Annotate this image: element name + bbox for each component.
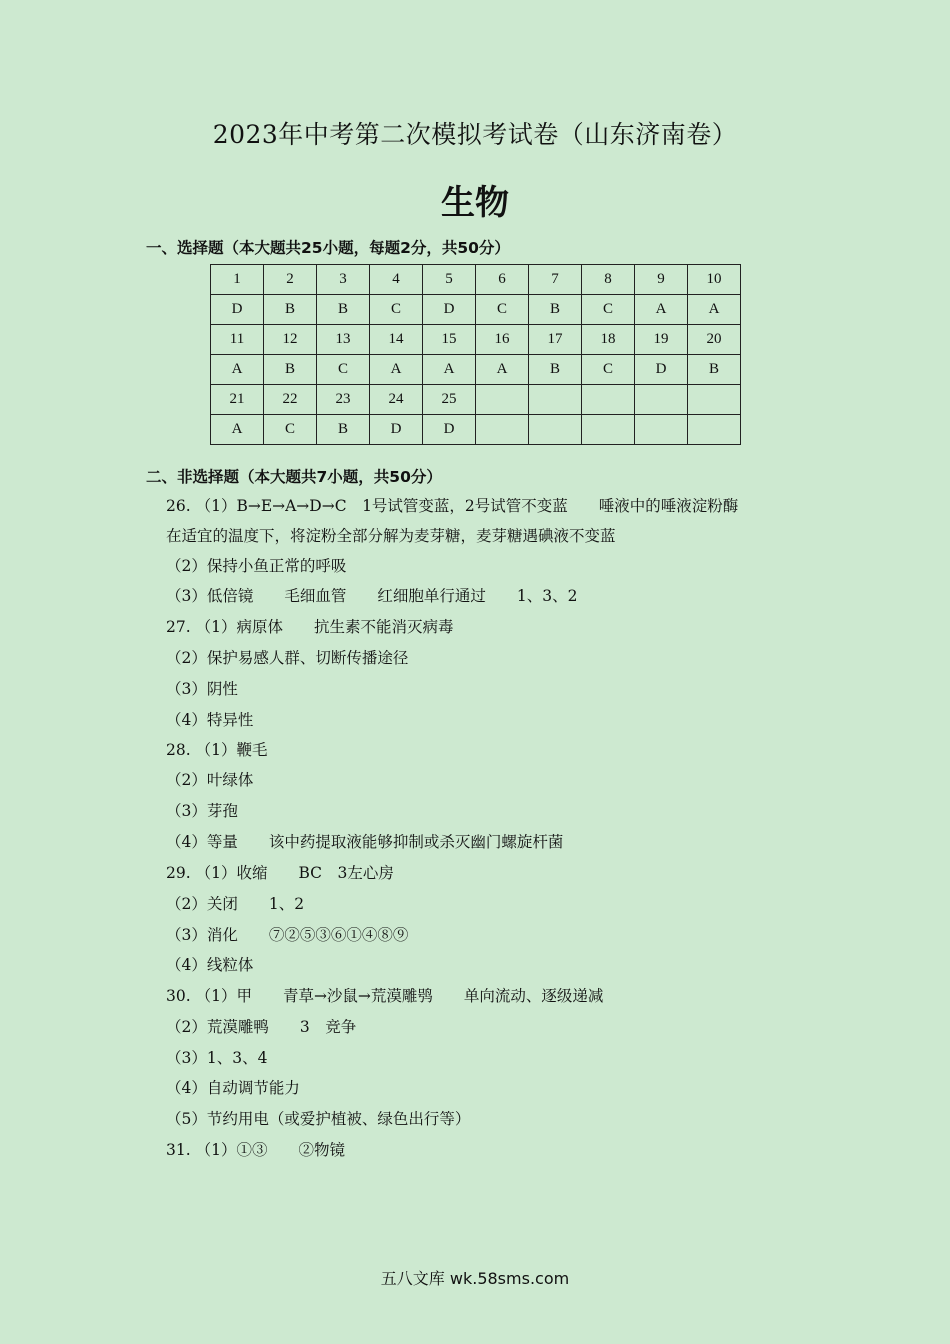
answer-line: 31. （1）①③ ②物镜 xyxy=(166,1141,345,1159)
table-cell: 8 xyxy=(582,265,635,295)
answer-line: （4）线粒体 xyxy=(166,956,254,974)
answer-line: 30. （1）甲 青草→沙鼠→荒漠雕鸮 单向流动、逐级递减 xyxy=(166,987,604,1005)
section2-heading: 二、非选择题（本大题共7小题，共50分） xyxy=(146,468,442,486)
answer-line: （2）保护易感人群、切断传播途径 xyxy=(166,649,409,667)
table-cell: 13 xyxy=(317,325,370,355)
answer-line: （2）荒漠雕鸭 3 竞争 xyxy=(166,1018,357,1036)
table-cell xyxy=(529,415,582,445)
table-cell: B xyxy=(688,355,741,385)
section1-heading: 一、选择题（本大题共25小题，每题2分，共50分） xyxy=(146,239,510,257)
table-cell: 2 xyxy=(264,265,317,295)
table-cell: D xyxy=(211,295,264,325)
table-cell: A xyxy=(370,355,423,385)
table-row xyxy=(211,385,741,415)
answer-line: （3）消化 ⑦②⑤③⑥①④⑧⑨ xyxy=(166,926,409,944)
table-cell: C xyxy=(370,295,423,325)
answer-line: （3）阴性 xyxy=(166,680,238,698)
table-cell: C xyxy=(582,295,635,325)
table-cell: 17 xyxy=(529,325,582,355)
table-cell: 4 xyxy=(370,265,423,295)
table-cell: A xyxy=(423,355,476,385)
table-cell xyxy=(635,385,688,415)
table-cell: C xyxy=(476,295,529,325)
answer-line: （3）1、3、4 xyxy=(166,1049,268,1067)
table-cell: A xyxy=(688,295,741,325)
table-cell: B xyxy=(529,355,582,385)
answer-line: 28. （1）鞭毛 xyxy=(166,741,268,759)
table-cell xyxy=(688,385,741,415)
table-cell: 20 xyxy=(688,325,741,355)
table-row xyxy=(211,265,741,295)
table-cell: 19 xyxy=(635,325,688,355)
table-cell xyxy=(582,385,635,415)
table-cell: 18 xyxy=(582,325,635,355)
table-cell: B xyxy=(264,295,317,325)
table-cell: 7 xyxy=(529,265,582,295)
table-cell: 11 xyxy=(211,325,264,355)
table-row xyxy=(211,355,741,385)
table-cell: C xyxy=(264,415,317,445)
table-cell: A xyxy=(635,295,688,325)
answer-line: （2）关闭 1、2 xyxy=(166,895,305,913)
table-cell: 5 xyxy=(423,265,476,295)
table-cell: A xyxy=(476,355,529,385)
footer-watermark: 五八文库 wk.58sms.com xyxy=(380,1269,570,1288)
table-cell: 1 xyxy=(211,265,264,295)
answer-line: 在适宜的温度下，将淀粉全部分解为麦芽糖，麦芽糖遇碘液不变蓝 xyxy=(166,527,616,545)
answer-line: 29. （1）收缩 BC 3左心房 xyxy=(166,864,394,882)
table-cell: B xyxy=(529,295,582,325)
table-cell: D xyxy=(423,295,476,325)
table-cell: 23 xyxy=(317,385,370,415)
answer-line: 26. （1）B→E→A→D→C 1号试管变蓝，2号试管不变蓝 唾液中的唾液淀粉酶 xyxy=(166,497,739,515)
table-cell: C xyxy=(317,355,370,385)
table-row xyxy=(211,295,741,325)
table-row xyxy=(211,415,741,445)
answer-line: （5）节约用电（或爱护植被、绿色出行等） xyxy=(166,1110,471,1128)
answer-line: （4）等量 该中药提取液能够抑制或杀灭幽门螺旋杆菌 xyxy=(166,833,564,851)
answer-line: （3）低倍镜 毛细血管 红细胞单行通过 1、3、2 xyxy=(166,587,578,605)
answer-table xyxy=(210,264,741,445)
table-cell: D xyxy=(635,355,688,385)
table-cell: 3 xyxy=(317,265,370,295)
answer-line: （4）特异性 xyxy=(166,711,254,729)
table-cell: D xyxy=(423,415,476,445)
table-cell: 15 xyxy=(423,325,476,355)
subject-title: 生物 xyxy=(441,183,509,223)
answer-line: （3）芽孢 xyxy=(166,802,238,820)
table-cell xyxy=(582,415,635,445)
table-cell: B xyxy=(317,295,370,325)
table-cell: D xyxy=(370,415,423,445)
table-row xyxy=(211,325,741,355)
exam-title: 2023年中考第二次模拟考试卷（山东济南卷） xyxy=(212,120,738,149)
table-cell xyxy=(635,415,688,445)
table-cell: 10 xyxy=(688,265,741,295)
table-cell: 25 xyxy=(423,385,476,415)
table-cell xyxy=(688,415,741,445)
table-cell: B xyxy=(264,355,317,385)
table-cell xyxy=(476,385,529,415)
table-cell: 6 xyxy=(476,265,529,295)
table-cell: C xyxy=(582,355,635,385)
table-cell: 24 xyxy=(370,385,423,415)
table-cell: 14 xyxy=(370,325,423,355)
table-cell: A xyxy=(211,415,264,445)
table-cell: B xyxy=(317,415,370,445)
table-cell: A xyxy=(211,355,264,385)
answer-line: （2）叶绿体 xyxy=(166,771,254,789)
table-cell xyxy=(529,385,582,415)
table-cell: 9 xyxy=(635,265,688,295)
answer-line: 27. （1）病原体 抗生素不能消灭病毒 xyxy=(166,618,454,636)
table-cell: 22 xyxy=(264,385,317,415)
table-cell xyxy=(476,415,529,445)
table-cell: 12 xyxy=(264,325,317,355)
answer-line: （4）自动调节能力 xyxy=(166,1079,300,1097)
table-cell: 21 xyxy=(211,385,264,415)
answer-line: （2）保持小鱼正常的呼吸 xyxy=(166,557,347,575)
table-cell: 16 xyxy=(476,325,529,355)
